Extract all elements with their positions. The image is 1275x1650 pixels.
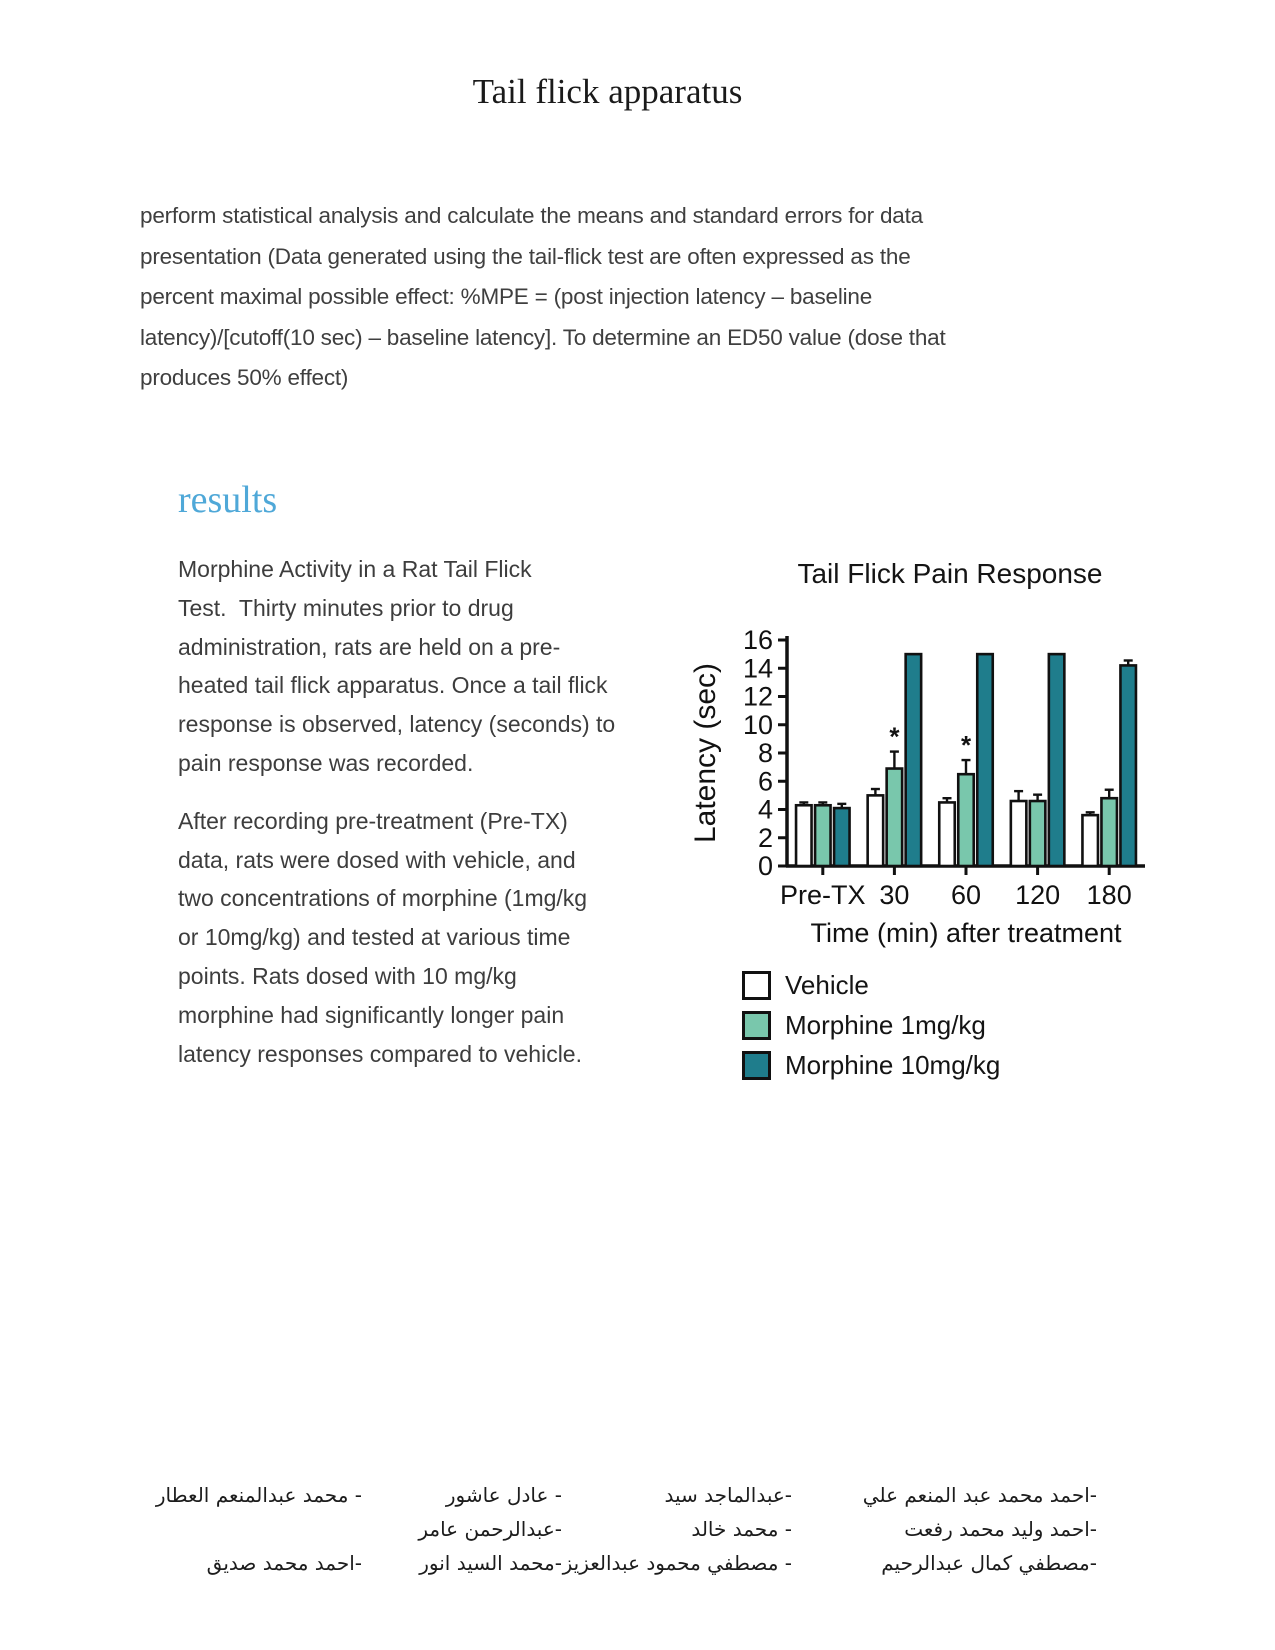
footer-name: -محمد السيد انور: [419, 1551, 562, 1575]
text-line: latency)/[cutoff(10 sec) – baseline latency]. To determine an ED50 value (dose that: [140, 324, 946, 350]
svg-text:Pre-TX: Pre-TX: [780, 880, 866, 910]
svg-text:30: 30: [879, 880, 910, 910]
text-line: produces 50% effect): [140, 365, 349, 390]
footer-name: - محمد خالد: [691, 1517, 792, 1541]
text-line: morphine had significantly longer pain: [178, 1001, 565, 1028]
svg-text:120: 120: [1015, 880, 1061, 910]
footer-name: -احمد محمد عبد المنعم علي: [862, 1483, 1097, 1507]
svg-text:16: 16: [742, 625, 773, 655]
text-line: perform statistical analysis and calculate the means and standard errors for data: [140, 203, 923, 228]
text-line: or 10mg/kg) and tested at various time: [178, 924, 571, 951]
svg-text:10: 10: [742, 709, 773, 740]
tail-flick-bar-chart: [685, 600, 1165, 952]
text-line: two concentrations of morphine (1mg/kg: [178, 885, 588, 912]
text-line: After recording pre-treatment (Pre-TX): [178, 807, 568, 834]
svg-text:*: *: [889, 721, 900, 752]
footer-name: -احمد وليد محمد رفعت: [904, 1517, 1097, 1541]
legend-label: Vehicle: [785, 970, 869, 1000]
legend-swatch: [742, 971, 771, 1000]
document-title: Tail flick apparatus: [472, 72, 743, 111]
results-paragraph-1: [178, 550, 678, 783]
svg-text:2: 2: [757, 822, 773, 853]
legend-swatch: [742, 1051, 771, 1080]
footer-name: -عبدالماجد سيد: [664, 1483, 792, 1507]
svg-text:4: 4: [757, 794, 773, 825]
legend-row: [742, 970, 1175, 1001]
svg-text:8: 8: [757, 738, 773, 768]
text-line: percent maximal possible effect: %MPE = (post injection latency – baseline: [140, 284, 873, 309]
svg-text:Latency (sec): Latency (sec): [689, 662, 722, 844]
legend-row: [742, 1050, 1175, 1081]
footer-name: -احمد محمد صديق: [206, 1551, 362, 1575]
text-line: latency responses compared to vehicle.: [178, 1040, 582, 1067]
footer-name: -عبدالرحمن عامر: [418, 1517, 562, 1541]
svg-text:60: 60: [950, 880, 982, 910]
footer-names: [140, 1478, 1105, 1580]
svg-text:14: 14: [742, 653, 773, 684]
legend-swatch: [742, 1011, 771, 1040]
svg-text:*: *: [960, 730, 972, 761]
footer-name: -مصطفي كمال عبدالرحيم: [881, 1551, 1097, 1575]
text-line: points. Rats dosed with 10 mg/kg: [178, 962, 517, 989]
intro-paragraph: [140, 196, 946, 399]
svg-text:6: 6: [757, 766, 773, 797]
results-heading: results: [178, 479, 278, 521]
svg-text:0: 0: [757, 851, 773, 881]
text-line: administration, rats are held on a pre-: [178, 633, 561, 660]
text-line: data, rats were dosed with vehicle, and: [178, 846, 576, 873]
footer-name: [140, 1512, 370, 1546]
legend-label: Morphine 10mg/kg: [785, 1050, 1001, 1080]
chart-title: Tail Flick Pain Response: [797, 558, 1103, 589]
results-text-column: [178, 550, 678, 1073]
footer-name: - محمد عبدالمنعم العطار: [155, 1483, 362, 1507]
footer-name: - عادل عاشور: [445, 1483, 562, 1507]
legend-label: Morphine 1mg/kg: [785, 1010, 986, 1040]
svg-text:12: 12: [742, 681, 773, 712]
text-line: pain response was recorded.: [178, 749, 474, 776]
chart-section: [685, 558, 1175, 1081]
legend-row: [742, 1010, 1175, 1041]
text-line: response is observed, latency (seconds) to: [178, 711, 616, 738]
svg-text:Time (min) after treatment: Time (min) after treatment: [810, 918, 1122, 948]
text-line: heated tail flick apparatus. Once a tail flick: [178, 672, 608, 699]
results-paragraph-2: [178, 802, 678, 1074]
chart-legend: [742, 970, 1175, 1081]
text-line: Test. Thirty minutes prior to drug: [178, 594, 514, 621]
svg-text:180: 180: [1086, 880, 1132, 910]
footer-name: - مصطفي محمود عبدالعزيز: [562, 1551, 792, 1575]
text-line: Morphine Activity in a Rat Tail Flick: [178, 556, 532, 582]
text-line: presentation (Data generated using the tail-flick test are often expressed as the: [140, 243, 911, 269]
